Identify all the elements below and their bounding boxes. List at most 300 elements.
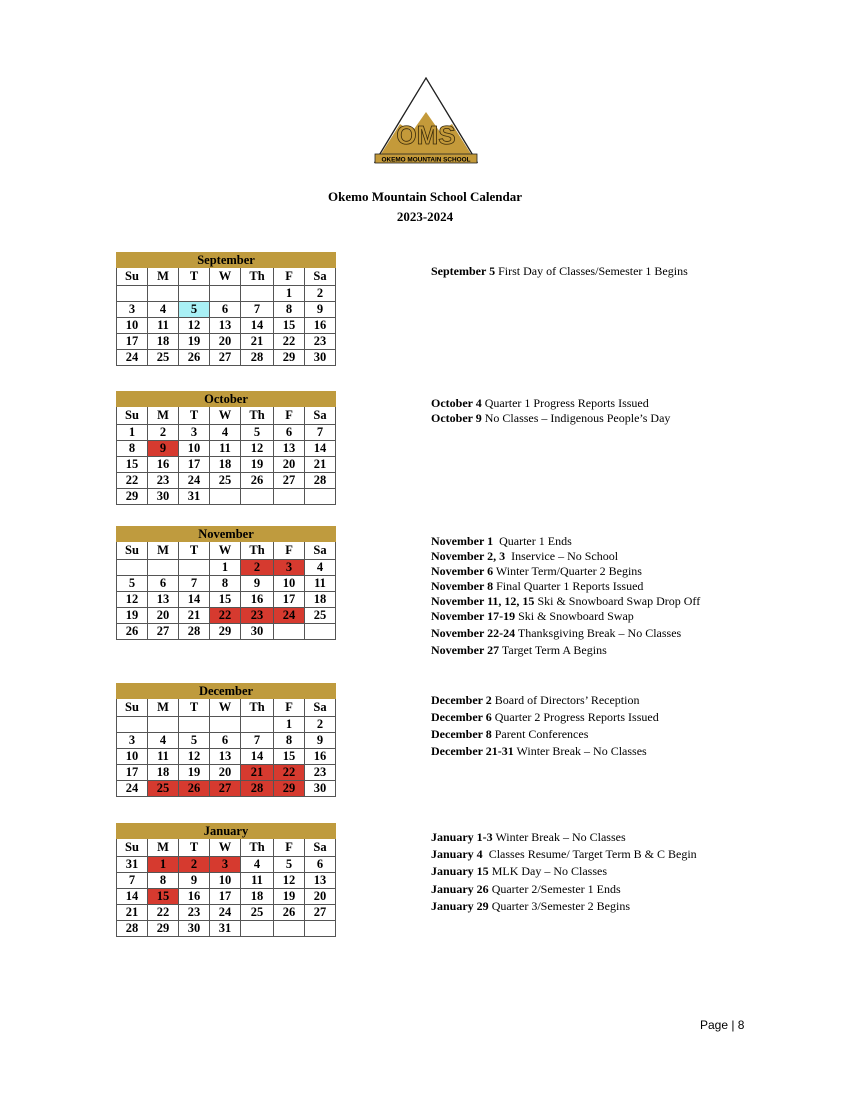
day-cell: 29: [148, 921, 179, 937]
event-date: December 21-31: [431, 744, 514, 758]
day-cell: 7: [179, 576, 210, 592]
week-row: [117, 425, 336, 441]
month-header-cell: [117, 824, 148, 839]
day-cell: 16: [179, 889, 210, 905]
event-description: No Classes – Indigenous People’s Day: [481, 411, 671, 425]
day-cell: 26: [241, 473, 274, 489]
day-cell: [274, 921, 305, 937]
day-cell: 2: [305, 286, 336, 302]
month-header-cell: [148, 527, 179, 542]
week-row: [117, 318, 336, 334]
day-label: Th: [241, 699, 274, 717]
day-cell: 21: [241, 334, 274, 350]
day-cell: 27: [148, 624, 179, 640]
event-description: Quarter 1 Ends: [493, 534, 572, 548]
week-row: [117, 489, 336, 505]
day-cell: 30: [179, 921, 210, 937]
month-header-cell: [148, 253, 179, 268]
day-cell: 16: [241, 592, 274, 608]
day-label: Sa: [305, 407, 336, 425]
day-cell: [305, 624, 336, 640]
event-item: [431, 548, 821, 564]
day-cell: 29: [117, 489, 148, 505]
day-cell: 19: [179, 765, 210, 781]
day-cell: 8: [274, 302, 305, 318]
event-item: [431, 533, 821, 549]
event-item: [431, 263, 821, 279]
month-name: November: [179, 527, 274, 542]
day-cell: 14: [241, 749, 274, 765]
month-header-cell: [274, 684, 305, 699]
event-description: Ski & Snowboard Swap Drop Off: [534, 594, 701, 608]
events-november: [431, 533, 821, 658]
page-number: Page | 8: [700, 1018, 745, 1032]
week-row: [117, 717, 336, 733]
month-header-cell: [148, 392, 179, 407]
event-description: Quarter 3/Semester 2 Begins: [488, 899, 630, 913]
calendar-september: [116, 252, 336, 366]
day-cell: 27: [305, 905, 336, 921]
day-cell: 8: [117, 441, 148, 457]
day-cell: 28: [179, 624, 210, 640]
week-row: [117, 334, 336, 350]
week-row: [117, 441, 336, 457]
day-cell: 13: [210, 318, 241, 334]
week-row: [117, 921, 336, 937]
month-header-cell: [305, 684, 336, 699]
day-cell: 21: [241, 765, 274, 781]
day-cell: 2: [148, 425, 179, 441]
day-label: T: [179, 407, 210, 425]
day-label: F: [274, 407, 305, 425]
day-label: T: [179, 542, 210, 560]
week-row: [117, 765, 336, 781]
day-cell: [274, 489, 305, 505]
day-cell: [117, 560, 148, 576]
day-cell: 18: [148, 765, 179, 781]
event-description: Ski & Snowboard Swap: [515, 609, 634, 623]
day-cell: 13: [148, 592, 179, 608]
day-cell: 3: [210, 857, 241, 873]
logo-text: OKEMO MOUNTAIN SCHOOL: [381, 156, 471, 164]
day-cell: 23: [148, 473, 179, 489]
day-cell: [117, 717, 148, 733]
month-name: October: [179, 392, 274, 407]
day-cell: 6: [210, 302, 241, 318]
day-label: Th: [241, 268, 274, 286]
day-cell: 4: [148, 302, 179, 318]
day-cell: [241, 717, 274, 733]
day-cell: 8: [274, 733, 305, 749]
event-item: [431, 410, 821, 426]
day-label: F: [274, 268, 305, 286]
event-item: [431, 829, 821, 845]
week-row: [117, 560, 336, 576]
day-cell: 26: [179, 781, 210, 797]
day-cell: 11: [305, 576, 336, 592]
day-label: F: [274, 542, 305, 560]
day-cell: 13: [274, 441, 305, 457]
day-cell: 28: [241, 350, 274, 366]
day-label: Sa: [305, 268, 336, 286]
day-cell: 28: [241, 781, 274, 797]
day-cell: [179, 286, 210, 302]
day-cell: 24: [179, 473, 210, 489]
event-item: [431, 563, 821, 579]
event-item: [431, 881, 821, 897]
day-cell: [274, 624, 305, 640]
event-date: November 27: [431, 643, 500, 657]
day-cell: 16: [305, 749, 336, 765]
day-cell: 12: [241, 441, 274, 457]
event-date: November 11, 12, 15: [431, 594, 535, 608]
day-label: Su: [117, 268, 148, 286]
day-cell: 1: [148, 857, 179, 873]
day-cell: 29: [274, 350, 305, 366]
calendar-december: [116, 683, 336, 797]
day-label: M: [148, 699, 179, 717]
day-cell: 7: [241, 733, 274, 749]
event-date: November 8: [431, 579, 494, 593]
event-item: [431, 625, 821, 641]
week-row: [117, 624, 336, 640]
event-date: November 22-24: [431, 626, 516, 640]
day-cell: 11: [148, 318, 179, 334]
events-december: [431, 692, 821, 759]
day-cell: [241, 286, 274, 302]
day-label: W: [210, 839, 241, 857]
day-cell: 18: [305, 592, 336, 608]
day-cell: 5: [117, 576, 148, 592]
event-date: January 15: [431, 864, 489, 878]
day-cell: 18: [210, 457, 241, 473]
day-cell: [305, 921, 336, 937]
day-cell: 17: [117, 765, 148, 781]
day-label: Th: [241, 407, 274, 425]
day-cell: 19: [117, 608, 148, 624]
day-cell: 19: [179, 334, 210, 350]
day-cell: 16: [305, 318, 336, 334]
day-cell: 30: [241, 624, 274, 640]
month-header-cell: [305, 253, 336, 268]
day-cell: 10: [210, 873, 241, 889]
day-cell: 25: [148, 781, 179, 797]
calendar-january: [116, 823, 336, 937]
day-cell: 12: [117, 592, 148, 608]
day-cell: 10: [117, 749, 148, 765]
day-label: Sa: [305, 699, 336, 717]
day-cell: 1: [210, 560, 241, 576]
day-label: W: [210, 268, 241, 286]
event-item: [431, 608, 821, 624]
day-cell: 19: [241, 457, 274, 473]
event-date: December 8: [431, 727, 492, 741]
day-cell: 15: [117, 457, 148, 473]
day-label: M: [148, 268, 179, 286]
week-row: [117, 749, 336, 765]
month-name: January: [179, 824, 274, 839]
day-cell: 1: [274, 286, 305, 302]
month-header-cell: [305, 527, 336, 542]
day-cell: 20: [274, 457, 305, 473]
day-cell: 26: [179, 350, 210, 366]
day-label: Th: [241, 839, 274, 857]
week-row: [117, 350, 336, 366]
day-label: T: [179, 839, 210, 857]
day-cell: [241, 489, 274, 505]
day-cell: 25: [148, 350, 179, 366]
day-label: Su: [117, 542, 148, 560]
week-row: [117, 889, 336, 905]
event-item: [431, 395, 821, 411]
month-header-cell: [305, 392, 336, 407]
day-cell: 15: [274, 318, 305, 334]
day-cell: 21: [117, 905, 148, 921]
event-item: [431, 726, 821, 742]
day-cell: 24: [117, 781, 148, 797]
day-cell: 25: [305, 608, 336, 624]
day-cell: 11: [241, 873, 274, 889]
week-row: [117, 905, 336, 921]
day-cell: 20: [148, 608, 179, 624]
day-cell: 30: [305, 781, 336, 797]
day-cell: 16: [148, 457, 179, 473]
day-cell: 1: [117, 425, 148, 441]
day-cell: 12: [179, 749, 210, 765]
day-cell: 7: [305, 425, 336, 441]
event-item: [431, 642, 821, 658]
day-cell: 9: [179, 873, 210, 889]
day-cell: 30: [305, 350, 336, 366]
day-cell: 6: [148, 576, 179, 592]
day-cell: 19: [274, 889, 305, 905]
day-cell: 28: [305, 473, 336, 489]
event-item: [431, 593, 821, 609]
day-cell: 27: [274, 473, 305, 489]
day-cell: 24: [117, 350, 148, 366]
day-cell: 14: [305, 441, 336, 457]
events-january: [431, 829, 821, 914]
month-header-cell: [274, 392, 305, 407]
day-cell: 15: [274, 749, 305, 765]
day-cell: [210, 489, 241, 505]
month-header-cell: [117, 684, 148, 699]
day-cell: 8: [148, 873, 179, 889]
month-header-cell: [274, 527, 305, 542]
day-cell: 7: [117, 873, 148, 889]
day-cell: 4: [148, 733, 179, 749]
event-item: [431, 709, 821, 725]
event-item: [431, 863, 821, 879]
day-cell: 21: [179, 608, 210, 624]
week-row: [117, 733, 336, 749]
month-header-cell: [117, 253, 148, 268]
day-cell: 23: [305, 765, 336, 781]
day-cell: 23: [305, 334, 336, 350]
day-cell: 25: [210, 473, 241, 489]
day-cell: 5: [241, 425, 274, 441]
event-description: Thanksgiving Break – No Classes: [515, 626, 682, 640]
week-row: [117, 457, 336, 473]
events-september: [431, 263, 821, 279]
day-cell: [210, 717, 241, 733]
calendar-november: [116, 526, 336, 640]
day-cell: 28: [117, 921, 148, 937]
day-cell: 17: [274, 592, 305, 608]
day-cell: 11: [210, 441, 241, 457]
day-label: Sa: [305, 542, 336, 560]
day-cell: 31: [117, 857, 148, 873]
day-cell: 11: [148, 749, 179, 765]
event-item: [431, 846, 821, 862]
event-date: November 2, 3: [431, 549, 506, 563]
day-cell: 21: [305, 457, 336, 473]
day-label: M: [148, 407, 179, 425]
event-description: Inservice – No School: [505, 549, 619, 563]
event-description: First Day of Classes/Semester 1 Begins: [495, 264, 688, 278]
day-cell: 22: [148, 905, 179, 921]
day-cell: 2: [179, 857, 210, 873]
day-cell: [241, 921, 274, 937]
day-label: Sa: [305, 839, 336, 857]
event-description: Quarter 2 Progress Reports Issued: [491, 710, 659, 724]
week-row: [117, 286, 336, 302]
day-cell: 31: [179, 489, 210, 505]
day-cell: 9: [148, 441, 179, 457]
event-description: Winter Break – No Classes: [492, 830, 626, 844]
day-cell: 12: [274, 873, 305, 889]
day-cell: 25: [241, 905, 274, 921]
day-cell: 10: [179, 441, 210, 457]
day-cell: 10: [274, 576, 305, 592]
event-description: Board of Directors’ Reception: [491, 693, 640, 707]
month-name: December: [179, 684, 274, 699]
week-row: [117, 608, 336, 624]
event-date: November 17-19: [431, 609, 516, 623]
day-cell: [117, 286, 148, 302]
events-october: [431, 395, 821, 426]
day-cell: 27: [210, 781, 241, 797]
event-description: Parent Conferences: [491, 727, 589, 741]
day-cell: 5: [179, 733, 210, 749]
day-cell: [148, 717, 179, 733]
event-item: [431, 743, 821, 759]
day-cell: [210, 286, 241, 302]
day-cell: [305, 489, 336, 505]
day-cell: 18: [148, 334, 179, 350]
event-date: January 4: [431, 847, 483, 861]
month-header-cell: [148, 684, 179, 699]
day-label: W: [210, 699, 241, 717]
week-row: [117, 781, 336, 797]
day-label: T: [179, 268, 210, 286]
day-cell: 29: [210, 624, 241, 640]
day-cell: 13: [305, 873, 336, 889]
day-cell: 26: [117, 624, 148, 640]
day-cell: 9: [241, 576, 274, 592]
event-description: Quarter 1 Progress Reports Issued: [481, 396, 649, 410]
day-cell: 14: [179, 592, 210, 608]
day-cell: 15: [210, 592, 241, 608]
day-label: M: [148, 542, 179, 560]
month-header-cell: [274, 253, 305, 268]
page-title: Okemo Mountain School Calendar: [328, 189, 522, 204]
day-cell: 22: [210, 608, 241, 624]
day-label: Su: [117, 839, 148, 857]
day-cell: 3: [117, 733, 148, 749]
event-date: December 2: [431, 693, 492, 707]
day-cell: 6: [305, 857, 336, 873]
event-description: Quarter 2/Semester 1 Ends: [488, 882, 621, 896]
day-cell: 1: [274, 717, 305, 733]
day-label: Su: [117, 699, 148, 717]
day-cell: 3: [117, 302, 148, 318]
page-subtitle-years: 2023-2024: [396, 209, 454, 224]
event-date: October 4: [431, 396, 482, 410]
day-label: Th: [241, 542, 274, 560]
month-header-cell: [148, 824, 179, 839]
day-cell: 24: [210, 905, 241, 921]
day-cell: 12: [179, 318, 210, 334]
event-date: January 1-3: [431, 830, 493, 844]
day-cell: 24: [274, 608, 305, 624]
day-cell: 30: [148, 489, 179, 505]
event-date: November 1: [431, 534, 494, 548]
day-cell: 10: [117, 318, 148, 334]
day-cell: 23: [179, 905, 210, 921]
day-cell: 5: [274, 857, 305, 873]
day-cell: 4: [210, 425, 241, 441]
event-description: Final Quarter 1 Reports Issued: [493, 579, 644, 593]
event-date: January 26: [431, 882, 489, 896]
day-cell: 15: [148, 889, 179, 905]
day-cell: 29: [274, 781, 305, 797]
week-row: [117, 302, 336, 318]
day-cell: 2: [305, 717, 336, 733]
month-name: September: [179, 253, 274, 268]
day-cell: 14: [241, 318, 274, 334]
month-header-cell: [305, 824, 336, 839]
school-logo: [372, 76, 480, 166]
day-cell: 31: [210, 921, 241, 937]
day-label: F: [274, 839, 305, 857]
month-header-cell: [117, 392, 148, 407]
event-description: MLK Day – No Classes: [488, 864, 608, 878]
day-label: F: [274, 699, 305, 717]
day-label: T: [179, 699, 210, 717]
day-cell: 17: [210, 889, 241, 905]
event-date: October 9: [431, 411, 482, 425]
day-cell: 20: [210, 765, 241, 781]
day-cell: 9: [305, 302, 336, 318]
week-row: [117, 576, 336, 592]
event-date: December 6: [431, 710, 492, 724]
day-cell: 8: [210, 576, 241, 592]
day-label: W: [210, 542, 241, 560]
calendar-october: [116, 391, 336, 505]
day-cell: [148, 560, 179, 576]
event-date: January 29: [431, 899, 489, 913]
event-description: Winter Term/Quarter 2 Begins: [493, 564, 642, 578]
event-description: Target Term A Begins: [499, 643, 607, 657]
day-cell: [148, 286, 179, 302]
day-cell: 9: [305, 733, 336, 749]
day-cell: 2: [241, 560, 274, 576]
month-header-cell: [274, 824, 305, 839]
event-item: [431, 578, 821, 594]
day-cell: 3: [179, 425, 210, 441]
day-cell: 23: [241, 608, 274, 624]
